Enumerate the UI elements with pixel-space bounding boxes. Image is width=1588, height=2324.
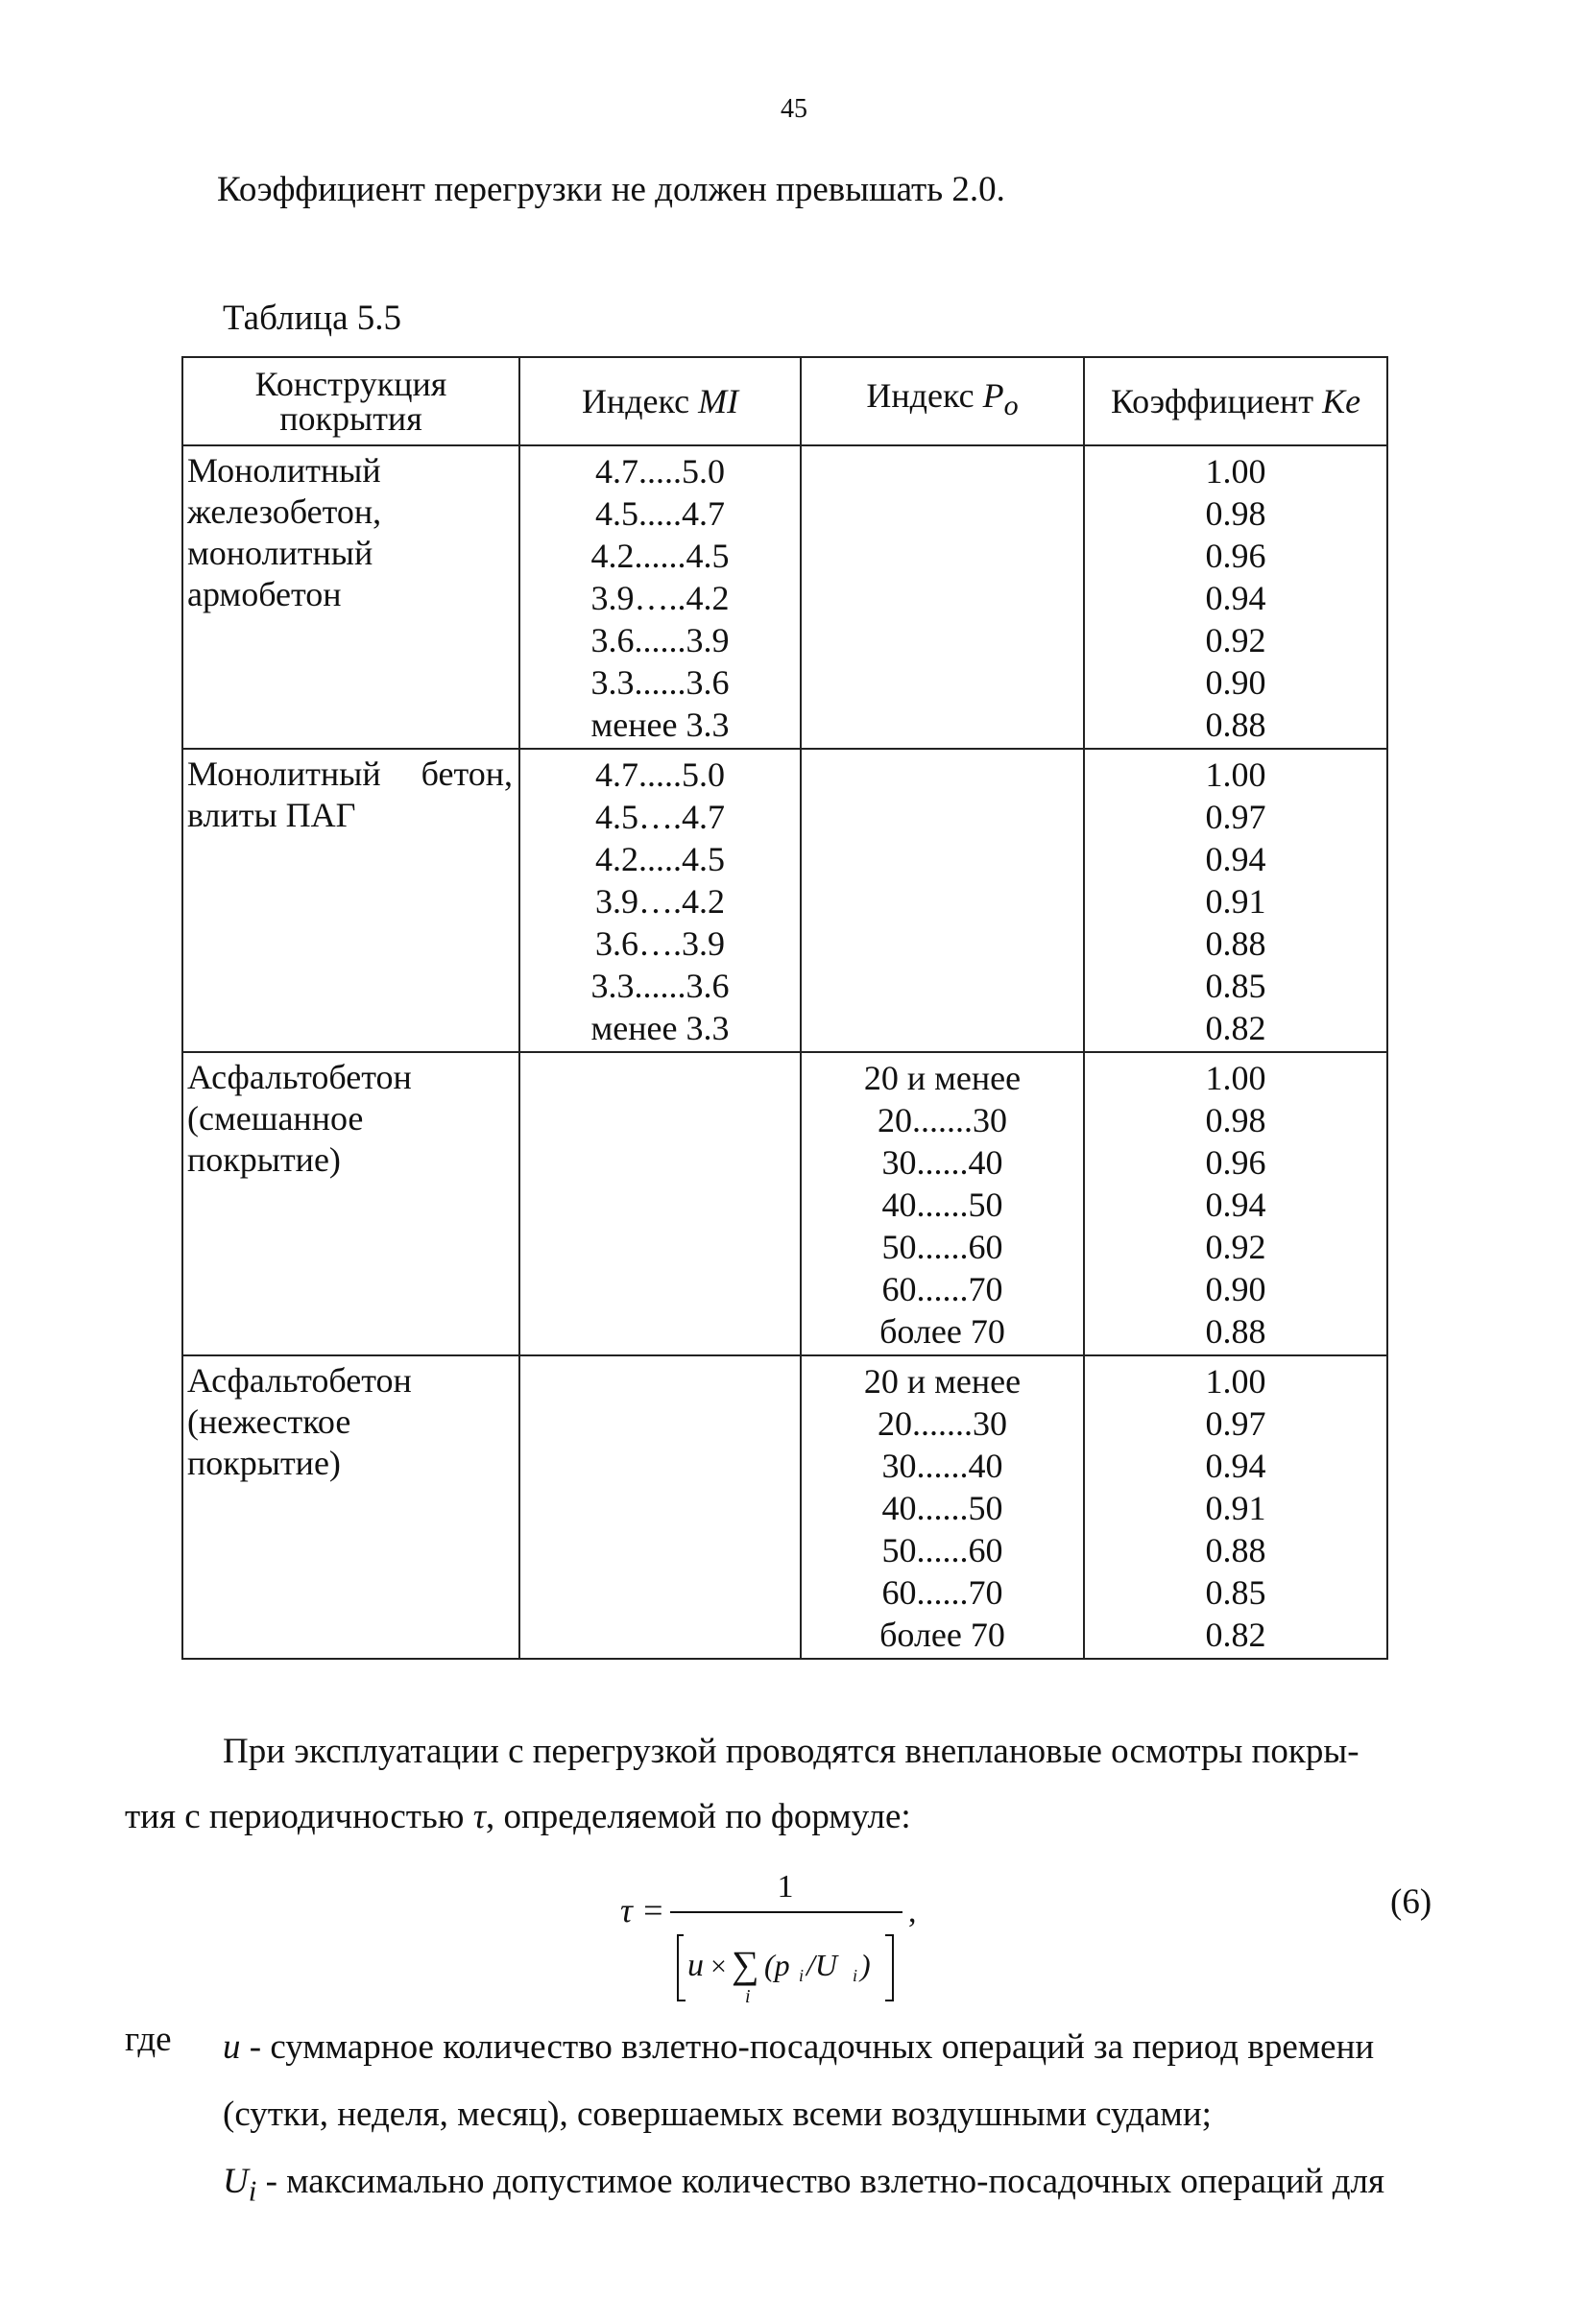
- value-ke: 1.00: [1205, 1059, 1266, 1097]
- value-mi: 3.9…..4.2: [590, 579, 730, 617]
- value-ke: 0.96: [1205, 1143, 1266, 1182]
- intro-paragraph: Коэффициент перегрузки не должен превышать 2.0.: [217, 170, 1005, 209]
- table-row: [182, 1355, 1387, 1659]
- value-po: 20 и менее: [863, 1362, 1022, 1401]
- value-ke: 0.96: [1205, 537, 1266, 575]
- formula-comma: ,: [908, 1894, 917, 1929]
- cell-po: [801, 1355, 1084, 1659]
- formula-times: ×: [710, 1951, 727, 1982]
- paragraph-overload-line1: При эксплуатации с перегрузкой проводятся внеплановые осмотры покры-: [223, 1732, 1359, 1771]
- value-ke: 0.88: [1205, 1312, 1266, 1351]
- cell-ke: [1084, 749, 1387, 1052]
- value-ke: 0.90: [1205, 663, 1266, 702]
- value-ke: 0.94: [1205, 579, 1266, 617]
- formula-p-sub: i: [799, 1966, 805, 1985]
- value-ke: 1.00: [1205, 755, 1266, 794]
- value-ke: 0.98: [1205, 1101, 1266, 1139]
- formula-u: u: [687, 1948, 704, 1983]
- value-mi: менее 3.3: [590, 706, 730, 744]
- cell-ke: [1084, 445, 1387, 749]
- value-mi: 4.2......4.5: [590, 537, 730, 575]
- value-ke: 0.85: [1205, 1573, 1266, 1612]
- formula-sum: ∑: [732, 1943, 759, 1986]
- definition-u-cont: (сутки, неделя, месяц), совершаемых всеми воздушными судами;: [223, 2095, 1212, 2134]
- formula-numerator: 1: [777, 1869, 794, 1905]
- value-ke: 0.94: [1205, 1447, 1266, 1485]
- value-po: более 70: [879, 1312, 1005, 1351]
- value-mi: 3.9….4.2: [595, 882, 725, 921]
- value-po: более 70: [879, 1616, 1005, 1654]
- header-mi-index: Индекс MI: [519, 357, 801, 445]
- value-ke: 0.94: [1205, 840, 1266, 878]
- value-mi: 3.6….3.9: [595, 924, 725, 963]
- table-row: [182, 1052, 1387, 1355]
- formula-p: (p: [764, 1948, 790, 1982]
- header-po-index: Индекс $P_o$: [801, 357, 1084, 445]
- value-mi: менее 3.3: [590, 1009, 730, 1047]
- cell-mi: [519, 1052, 801, 1355]
- definition-u: u - суммарное количество взлетно-посадочных операций за период времени: [223, 2027, 1375, 2067]
- header-ke-coefficient: Коэффициент Ke: [1084, 357, 1387, 445]
- cell-mi: [519, 749, 801, 1052]
- value-po: 50......60: [881, 1531, 1003, 1569]
- value-po: 60......70: [881, 1573, 1003, 1612]
- value-ke: 0.82: [1205, 1009, 1266, 1047]
- value-po: 40......50: [881, 1186, 1003, 1224]
- value-ke: 0.91: [1205, 882, 1266, 921]
- equation-number: (6): [1390, 1882, 1432, 1922]
- table-header-row: [182, 357, 1387, 445]
- value-ke: 0.88: [1205, 706, 1266, 744]
- value-ke: 0.85: [1205, 967, 1266, 1005]
- value-po: 30......40: [881, 1143, 1003, 1182]
- value-ke: 0.82: [1205, 1616, 1266, 1654]
- value-po: 40......50: [881, 1489, 1003, 1527]
- cell-construction: Монолитный бетон, влиты ПАГ: [182, 749, 519, 1052]
- value-ke: 0.94: [1205, 1186, 1266, 1224]
- cell-construction: Асфальтобетон (смешанное покрытие): [182, 1052, 519, 1355]
- value-po: 30......40: [881, 1447, 1003, 1485]
- table-row: [182, 749, 1387, 1052]
- definition-Ui: $U_i$ - максимально допустимое количество взлетно-посадочных операций для: [223, 2162, 1385, 2208]
- cell-po: [801, 445, 1084, 749]
- table-row: [182, 445, 1387, 749]
- value-po: 50......60: [881, 1228, 1003, 1266]
- paragraph-overload-line2: тия с периодичностью τ, определяемой по формуле:: [125, 1797, 911, 1836]
- value-ke: 0.97: [1205, 798, 1266, 836]
- formula-sum-index: i: [745, 1986, 751, 2007]
- cell-ke: [1084, 1355, 1387, 1659]
- value-ke: 0.92: [1205, 1228, 1266, 1266]
- header-construction: Конструкция покрытия: [182, 357, 519, 445]
- value-mi: 3.3......3.6: [590, 663, 730, 702]
- cell-mi: [519, 1355, 801, 1659]
- value-ke: 0.97: [1205, 1404, 1266, 1443]
- cell-mi: [519, 445, 801, 749]
- where-word: где: [125, 2020, 172, 2059]
- value-ke: 0.88: [1205, 924, 1266, 963]
- cell-po: [801, 749, 1084, 1052]
- value-mi: 4.5.....4.7: [595, 494, 725, 533]
- value-ke: 1.00: [1205, 1362, 1266, 1401]
- value-ke: 0.88: [1205, 1531, 1266, 1569]
- value-po: 20 и менее: [863, 1059, 1022, 1097]
- formula-u-sub: i: [853, 1966, 858, 1985]
- formula-lhs: τ =: [620, 1891, 665, 1929]
- page-number: 45: [781, 94, 807, 124]
- cell-po: [801, 1052, 1084, 1355]
- value-po: 20.......30: [878, 1101, 1007, 1139]
- cell-construction: Монолитный железобетон, монолитный армобетон: [182, 445, 519, 749]
- value-mi: 4.7.....5.0: [595, 755, 725, 794]
- value-po: 60......70: [881, 1270, 1003, 1308]
- value-ke: 0.98: [1205, 494, 1266, 533]
- value-ke: 1.00: [1205, 452, 1266, 491]
- coefficient-table: [181, 356, 1388, 1660]
- formula-close: ): [860, 1948, 871, 1982]
- formula-u-cap: /U: [806, 1948, 837, 1982]
- value-ke: 0.92: [1205, 621, 1266, 659]
- cell-ke: [1084, 1052, 1387, 1355]
- formula-tau: [0, 1858, 1588, 2022]
- value-po: 20.......30: [878, 1404, 1007, 1443]
- value-mi: 4.5….4.7: [595, 798, 725, 836]
- bracket-right: [885, 1935, 893, 2001]
- bracket-left: [678, 1935, 686, 2001]
- value-ke: 0.91: [1205, 1489, 1266, 1527]
- value-mi: 3.6......3.9: [590, 621, 730, 659]
- table-caption: Таблица 5.5: [223, 299, 401, 338]
- cell-construction: Асфальтобетон (нежесткое покрытие): [182, 1355, 519, 1659]
- value-mi: 3.3......3.6: [590, 967, 730, 1005]
- value-mi: 4.7.....5.0: [595, 452, 725, 491]
- value-ke: 0.90: [1205, 1270, 1266, 1308]
- value-mi: 4.2.....4.5: [595, 840, 725, 878]
